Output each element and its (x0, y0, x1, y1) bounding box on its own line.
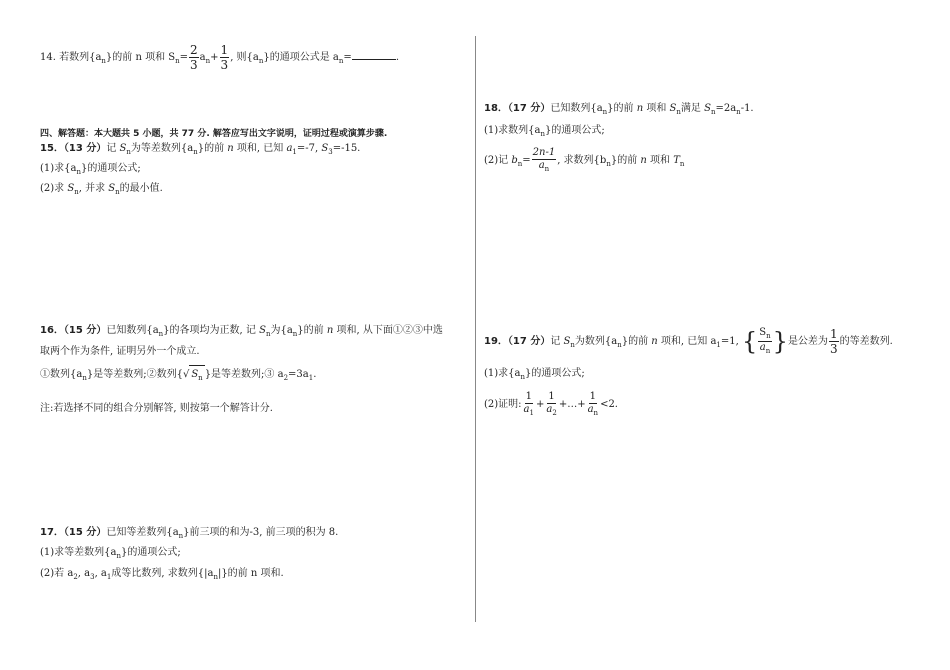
question-18: 18．（17 分）已知数列$\{a_n\}$的前 n 项和 $S_n$满足 $S_n=2a_n-1$. (484, 103, 754, 116)
question-18-part1: (1)求数列$\{a_n\}$的通项公式; (484, 125, 605, 138)
question-14: 14. 若数列$\{a_n\}$的前 n 项和 $S_n=$ $\frac{2}{3}$ $a_n+$ $\frac{1}{3}$ , 则$\{a_n\}$的通项公式是 $a_n=$ . (40, 43, 399, 72)
question-18-part2: (2)记 $b_n=$ $\frac{2n-1}{a_n}$ , 求数列$\{b_n\}$的前 n 项和 $T_n$ (484, 147, 685, 173)
sqrt-icon: √ (182, 369, 190, 380)
question-19: 19．（17 分）记 $S_n$为数列$\{a_n\}$的前 n 项和, 已知 $a_1=1$, { $\frac{S_n}{a_n}$ }是公差为 $\frac{1}{3}$ 的等差数列. (484, 327, 893, 356)
question-16-conditions: ①数列$\{a_n\}$是等差数列;②数列{√ $S_n$ }是等差数列;③ $a_2=3a_1$. (40, 365, 316, 387)
question-17: 17．（15 分）已知等差数列$\{a_n\}$前三项的和为-3, 前三项的积为 8. (40, 527, 339, 540)
question-15: 15．（13 分）记 $S_n$为等差数列$\{a_n\}$的前 n 项和, 已知 $a_1=-7$, $S_3=-15$. (40, 143, 361, 156)
question-16: 16．（15 分）已知数列$\{a_n\}$的各项均为正数, 记 $S_n$为$\{a_n\}$的前 n 项和, 从下面①②③中选 (40, 325, 443, 338)
question-16-note: 注:若选择不同的组合分别解答, 则按第一个解答计分. (40, 403, 273, 414)
question-19-part1: (1)求$\{a_n\}$的通项公式; (484, 368, 585, 381)
question-15-part2: (2)求 $S_n$, 并求 $S_n$的最小值. (40, 183, 163, 196)
question-17-part1: (1)求等差数列$\{a_n\}$的通项公式; (40, 547, 181, 560)
answer-blank[interactable] (352, 49, 396, 60)
question-15-part1: (1)求$\{a_n\}$的通项公式; (40, 163, 141, 176)
section-heading: 四、解答题：本大题共 5 小题，共 77 分. 解答应写出文字说明，证明过程或演算步骤. (40, 129, 388, 139)
question-16-line2: 取两个作为条件, 证明另外一个成立. (40, 346, 200, 357)
column-divider (475, 36, 476, 622)
question-19-part2: (2)证明: $\frac{1}{a_1}$ + $\frac{1}{a_2}$ +…+ $\frac{1}{a_n}$ <2. (484, 391, 618, 417)
question-17-part2: (2)若 $a_2$, $a_3$, $a_1$成等比数列, 求数列$\{|a_n|\}$的前 n 项和. (40, 568, 284, 581)
